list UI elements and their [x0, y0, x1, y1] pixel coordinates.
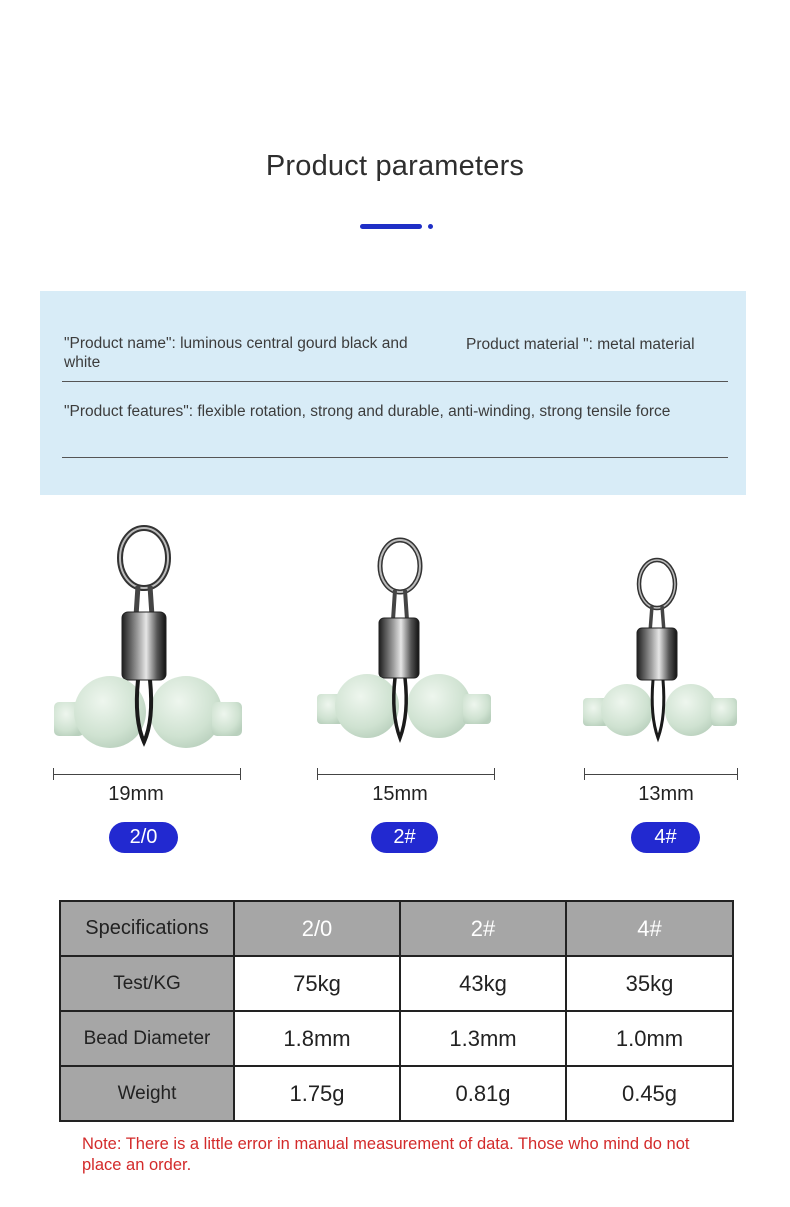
dimension-tick — [494, 768, 495, 780]
swivel-image-medium — [315, 534, 495, 744]
info-divider-2 — [62, 457, 728, 458]
table-cell: 1.0mm — [566, 1011, 733, 1066]
table-row — [60, 1011, 733, 1066]
table-cell: 1.75g — [234, 1066, 400, 1121]
product-info-panel — [40, 291, 746, 495]
dimension-tick — [317, 768, 318, 780]
size-badge-1: 2/0 — [109, 822, 178, 853]
size-badge-3: 4# — [631, 822, 700, 853]
dimension-line-1 — [53, 774, 241, 775]
product-name-text: "Product name": luminous central gourd black and white — [64, 335, 408, 371]
page-title: Product parameters — [265, 150, 525, 182]
dimension-tick — [737, 768, 738, 780]
product-material-text: Product material ": metal material — [466, 336, 695, 353]
dimension-tick — [584, 768, 585, 780]
dimension-tick — [240, 768, 241, 780]
dimension-label-3: 13mm — [638, 783, 694, 805]
table-cell: 75kg — [234, 956, 400, 1011]
table-row — [60, 956, 733, 1011]
dimension-label-1: 19mm — [108, 783, 164, 805]
dimension-label-2: 15mm — [372, 783, 428, 805]
table-row-label: Test/KG — [60, 956, 234, 1011]
table-cell: 35kg — [566, 956, 733, 1011]
swivel-image-small — [581, 556, 741, 746]
table-header-cell: 2/0 — [234, 901, 400, 956]
swivel-image-large — [50, 520, 250, 750]
measurement-note: Note: There is a little error in manual measurement of data. Those who mind do not place an order. — [82, 1135, 690, 1174]
table-cell: 0.45g — [566, 1066, 733, 1121]
table-row-label: Weight — [60, 1066, 234, 1121]
title-underline-bar — [360, 224, 422, 229]
specifications-table — [59, 900, 734, 1122]
product-features-text: "Product features": flexible rotation, strong and durable, anti-winding, strong tensile force — [64, 403, 671, 420]
dimension-line-2 — [317, 774, 495, 775]
table-cell: 43kg — [400, 956, 566, 1011]
title-underline-dot — [428, 224, 433, 229]
table-cell: 1.3mm — [400, 1011, 566, 1066]
table-row-label: Bead Diameter — [60, 1011, 234, 1066]
table-header-row — [60, 901, 733, 956]
dimension-line-3 — [584, 774, 738, 775]
table-cell: 1.8mm — [234, 1011, 400, 1066]
dimension-tick — [53, 768, 54, 780]
table-header-cell: 2# — [400, 901, 566, 956]
table-header-cell: Specifications — [60, 901, 234, 956]
table-row — [60, 1066, 733, 1121]
size-badge-2: 2# — [371, 822, 438, 853]
info-divider-1 — [62, 381, 728, 382]
table-header-cell: 4# — [566, 901, 733, 956]
table-cell: 0.81g — [400, 1066, 566, 1121]
